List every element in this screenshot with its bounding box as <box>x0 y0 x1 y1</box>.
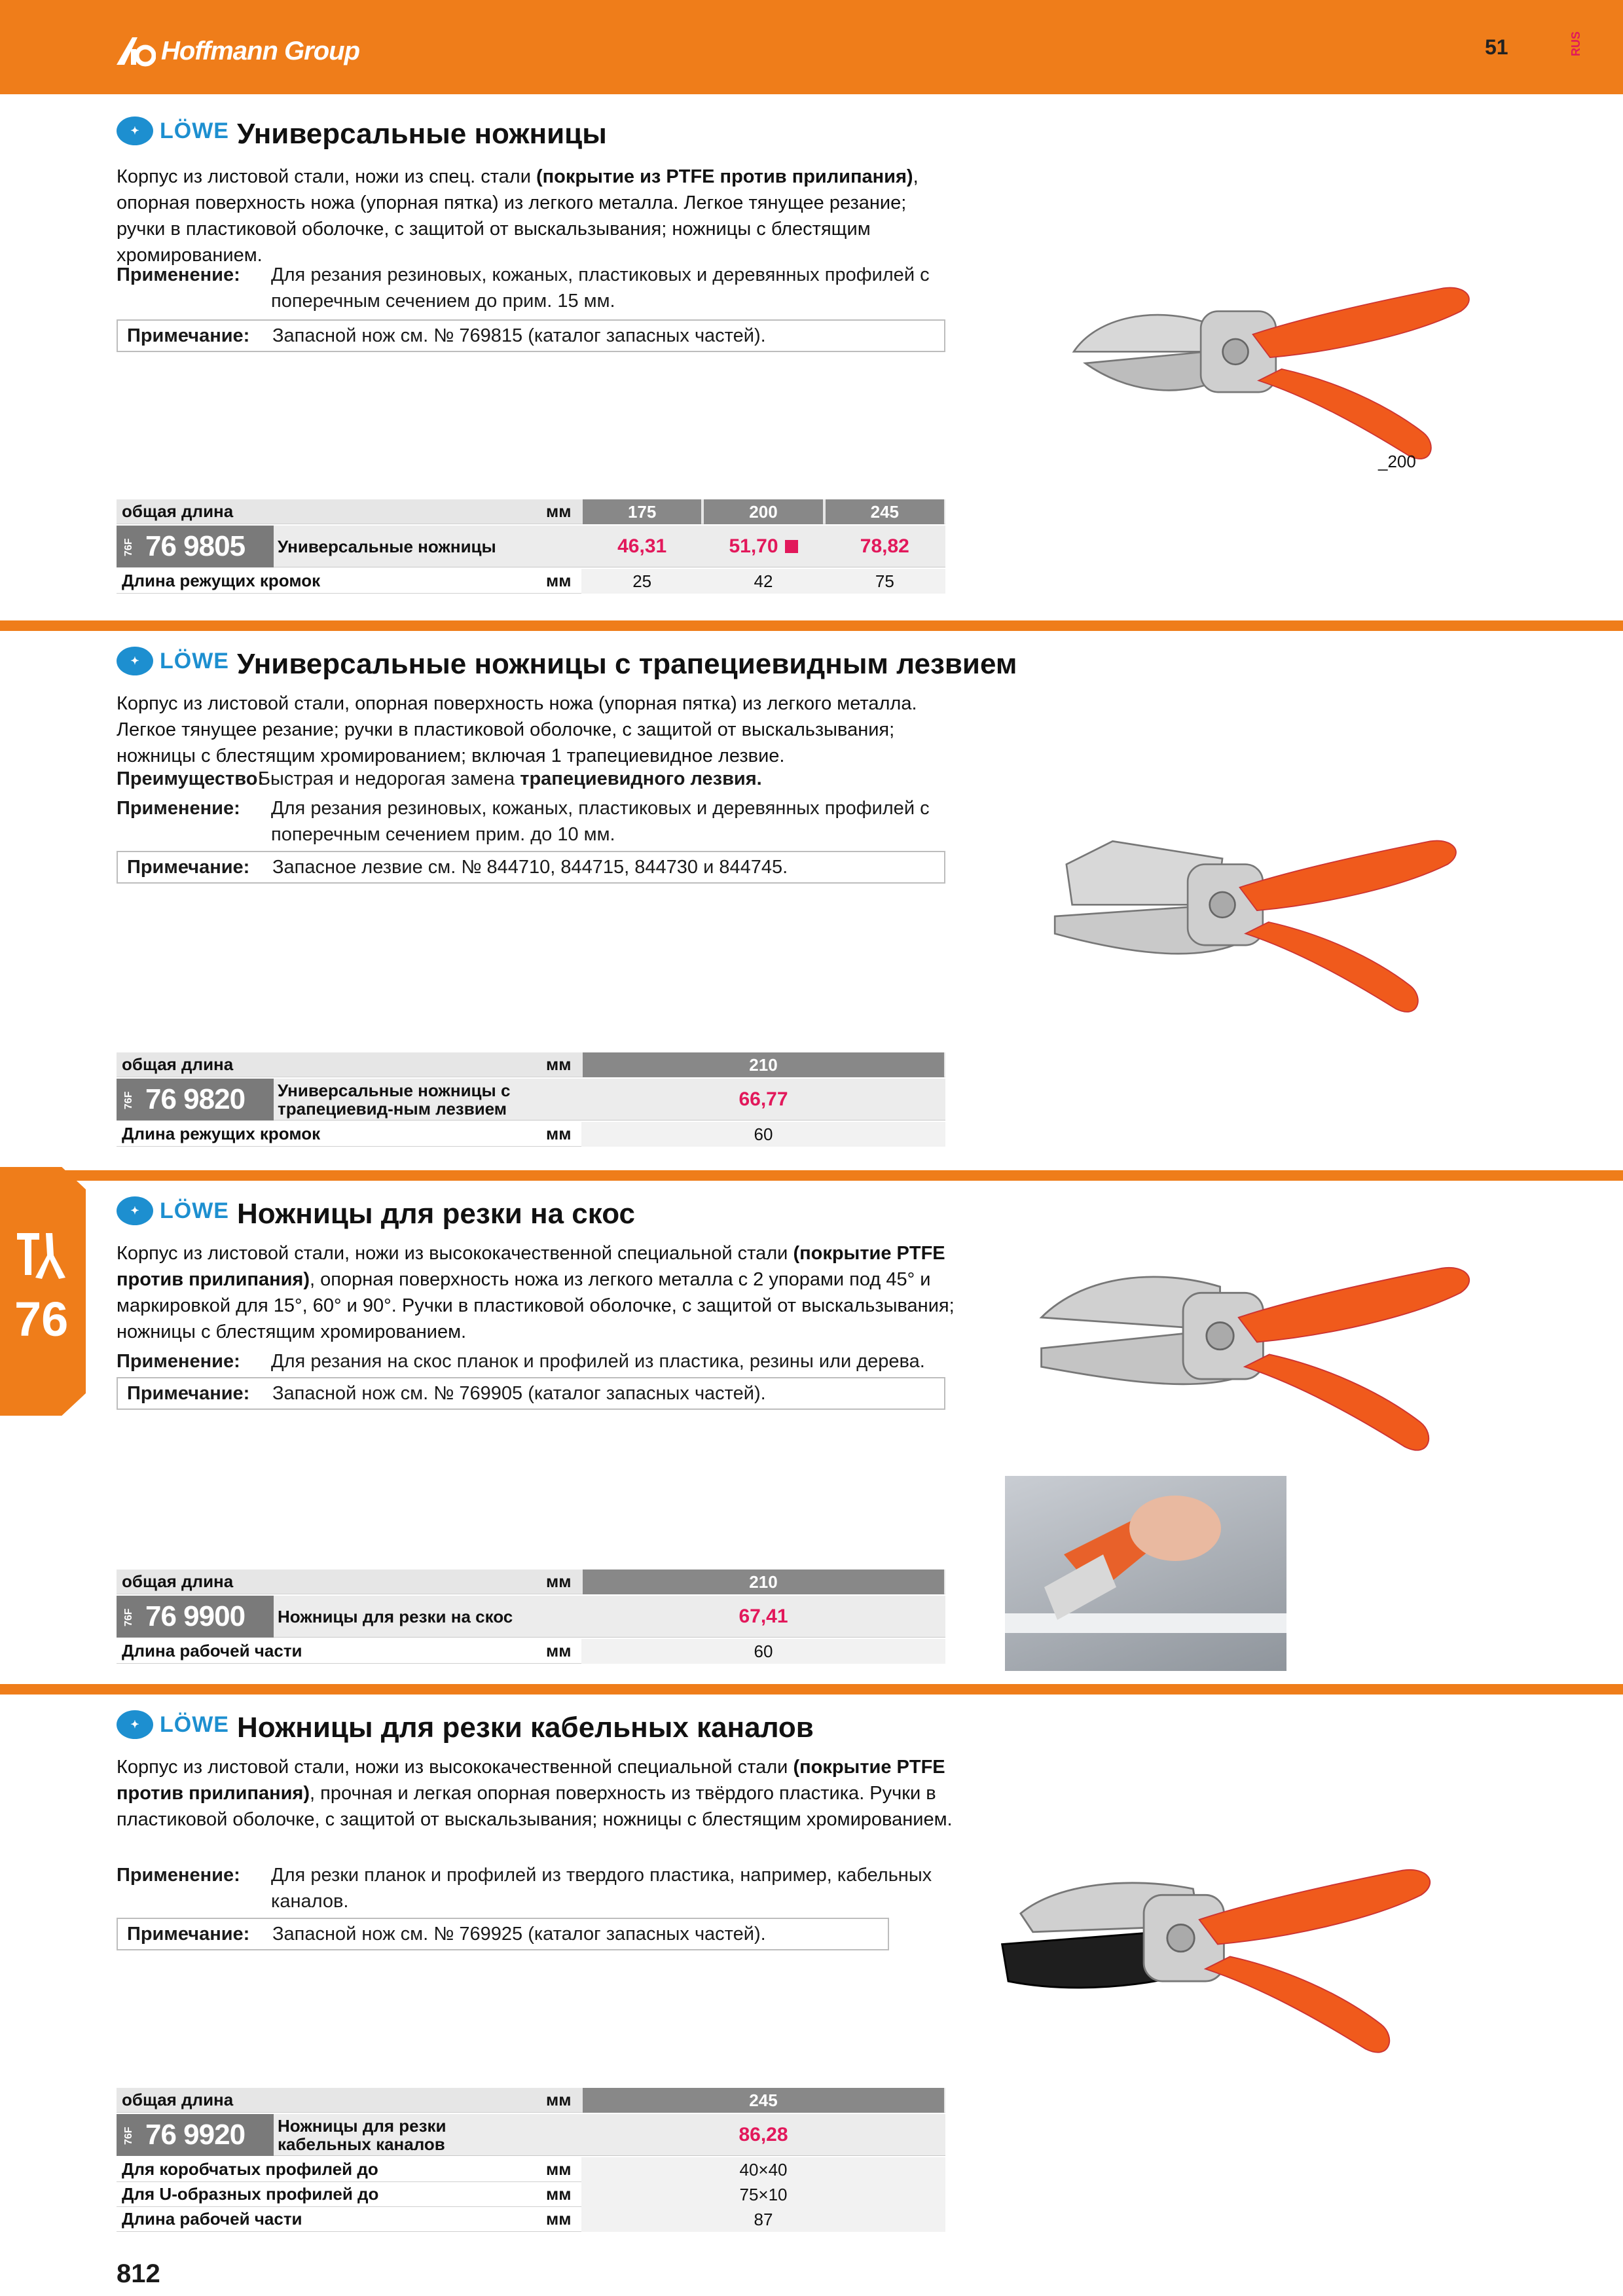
article-number-box <box>117 2114 274 2156</box>
spec-row <box>117 1639 945 1664</box>
spec-row-label: Для U-образных профилей до <box>122 2184 379 2204</box>
article-name: Ножницы для резки кабельных каналов <box>278 2116 447 2154</box>
application-label: Применение: <box>117 1351 240 1372</box>
spec-row-label: Длина режущих кромок <box>122 1124 321 1143</box>
article-number-box <box>117 1079 274 1121</box>
usage-photo[interactable] <box>1005 1476 1286 1671</box>
spec-row-unit: мм <box>546 2209 572 2229</box>
article-number: 76 9820 <box>145 1083 246 1115</box>
price-value: 46,31 <box>617 535 667 557</box>
article-number-box <box>117 1596 274 1638</box>
loewe-bird-icon: ✦ <box>117 647 153 675</box>
description-part: (покрытие из PTFE против прилипания) <box>536 166 913 187</box>
catalog-page-number: 51 <box>1485 35 1508 59</box>
spec-header-label: общая длина <box>122 1571 234 1591</box>
spec-value: 40×40 <box>581 2157 945 2182</box>
article-number-box <box>117 526 274 567</box>
note-text: Запасной нож см. № 769925 (каталог запасных частей). <box>272 1923 766 1945</box>
advantage-row <box>117 766 955 792</box>
article-prefix: 76F <box>123 2126 134 2145</box>
description-part: (покрытие PTFE против прилипания) <box>117 1757 945 1804</box>
section-title: Ножницы для резки на скос <box>237 1198 635 1230</box>
spec-row <box>117 2157 945 2182</box>
product-image[interactable] <box>917 1846 1519 2055</box>
size-cell: 175 <box>583 499 701 524</box>
price-value: 67,41 <box>739 1605 788 1627</box>
price-cell <box>581 2114 945 2156</box>
application-label: Применение: <box>117 264 240 285</box>
chapter-number: 76 <box>14 1292 69 1346</box>
loewe-logo[interactable] <box>117 647 229 675</box>
article-number: 76 9900 <box>145 1600 246 1632</box>
section-divider <box>0 1684 1623 1695</box>
description-part: , опорная поверхность ножа (упорная пятка) из легкого металла. Легкое тянущее резание; ручки в пластиковой оболочке, с защитой от выскальзывания; ножницы с блестящим хромированием. <box>117 166 919 266</box>
spec-value: 25 <box>581 569 702 594</box>
section-title: Универсальные ножницы <box>237 118 607 150</box>
spec-row <box>117 569 945 594</box>
note-text: Запасной нож см. № 769905 (каталог запасных частей). <box>272 1382 766 1404</box>
spec-row-unit: мм <box>546 2159 572 2179</box>
loewe-wordmark: LÖWE <box>160 1198 229 1223</box>
spec-row <box>117 1122 945 1147</box>
application-text: Для резания резиновых, кожаных, пластиковых и деревянных профилей с поперечным сечением прим. до 10 мм. <box>271 798 930 845</box>
description-part: , опорная поверхность ножа из легкого металла с 2 упорами под 45° и маркировкой для 15°, 60° и 90°. Ручки в пластиковой оболочке, с защитой от выскальзывания; ножницы с блестящим хромированием. <box>117 1269 955 1342</box>
image-caption: _200 <box>1378 452 1416 471</box>
spec-value: 60 <box>581 1639 945 1664</box>
product-image[interactable] <box>1002 1244 1512 1453</box>
application-row <box>117 1862 968 1914</box>
section-divider <box>0 620 1623 631</box>
language-tag: RUS <box>1569 31 1582 57</box>
section-title: Ножницы для резки кабельных каналов <box>237 1712 814 1744</box>
note-text: Запасной нож см. № 769815 (каталог запасных частей). <box>272 325 766 346</box>
loewe-wordmark: LÖWE <box>160 1712 229 1737</box>
application-label: Применение: <box>117 798 240 819</box>
application-label: Применение: <box>117 1865 240 1886</box>
section-title: Универсальные ножницы с трапециевидным лезвием <box>237 648 1017 680</box>
spec-header-unit: мм <box>546 1054 572 1074</box>
application-row <box>117 262 968 314</box>
brand-name: Hoffmann Group <box>161 36 360 65</box>
note-text: Запасное лезвие см. № 844710, 844715, 844730 и 844745. <box>272 856 788 878</box>
article-name: Ножницы для резки на скос <box>278 1607 513 1626</box>
section-description <box>117 1240 955 1345</box>
spec-header-label: общая длина <box>122 501 234 521</box>
price-value: 78,82 <box>860 535 909 557</box>
section-divider <box>0 1170 1623 1181</box>
size-cell: 200 <box>704 499 822 524</box>
spec-value: 87 <box>581 2207 945 2232</box>
note-box <box>117 319 945 352</box>
spec-row <box>117 2207 945 2232</box>
price-cell <box>824 526 945 567</box>
spec-row-label: Длина рабочей части <box>122 2209 302 2229</box>
loewe-bird-icon: ✦ <box>117 1196 153 1225</box>
spec-header-row <box>117 1570 945 1594</box>
price-cell <box>581 1079 945 1121</box>
loewe-wordmark: LÖWE <box>160 648 229 673</box>
size-cell: 210 <box>583 1052 944 1077</box>
description-part: , прочная и легкая опорная поверхность из твёрдого пластика. Ручки в пластиковой оболочке, с защитой от выскальзывания; ножницы с блестящим хромированием. <box>117 1783 953 1830</box>
application-text: Для резки планок и профилей из твердого пластика, например, кабельных каналов. <box>271 1865 932 1912</box>
article-prefix: 76F <box>123 538 134 556</box>
loewe-logo[interactable] <box>117 1196 229 1225</box>
spec-header-label: общая длина <box>122 2090 234 2109</box>
hoffmann-logo-icon <box>117 35 156 67</box>
spec-row-label: Длина режущих кромок <box>122 571 321 590</box>
description-part: Корпус из листовой стали, ножи из высококачественной специальной стали <box>117 1243 793 1264</box>
pliers-chapter-icon <box>16 1229 68 1282</box>
article-row[interactable] <box>117 2114 945 2156</box>
spec-header-row <box>117 2088 945 2113</box>
section-description <box>117 691 955 769</box>
product-image[interactable] <box>1002 818 1512 1014</box>
price-value: 86,28 <box>739 2124 788 2145</box>
spec-header-unit: мм <box>546 2090 572 2109</box>
article-number: 76 9920 <box>145 2119 246 2151</box>
loewe-bird-icon: ✦ <box>117 117 153 145</box>
spec-row-unit: мм <box>546 1641 572 1660</box>
spec-header-label: общая длина <box>122 1054 234 1074</box>
spec-header-unit: мм <box>546 1571 572 1591</box>
spec-row-label: Длина рабочей части <box>122 1641 302 1660</box>
application-text: Для резания резиновых, кожаных, пластиковых и деревянных профилей с поперечным сечением до прим. 15 мм. <box>271 264 930 312</box>
note-box <box>117 851 945 884</box>
article-number: 76 9805 <box>145 530 246 562</box>
article-row[interactable] <box>117 1079 945 1121</box>
article-prefix: 76F <box>123 1608 134 1626</box>
product-image[interactable] <box>1028 265 1512 461</box>
section-description <box>117 1754 955 1833</box>
note-box <box>117 1918 889 1950</box>
spec-value: 75×10 <box>581 2182 945 2207</box>
page-number: 812 <box>117 2259 160 2288</box>
description-part: Корпус из листовой стали, опорная поверхность ножа (упорная пятка) из легкого металла. Легкое тянущее резание; ручки в пластиковой оболочке, с защитой от выскальзывания; ножницы с блестящим хромированием; включая 1 трапециевидное лезвие. <box>117 693 917 766</box>
loewe-logo[interactable] <box>117 117 229 145</box>
spec-header-row <box>117 1052 945 1077</box>
note-box <box>117 1377 945 1410</box>
description-part: (покрытие PTFE против прилипания) <box>117 1243 945 1290</box>
loewe-bird-icon: ✦ <box>117 1710 153 1739</box>
application-text: Для резания на скос планок и профилей из пластика, резины или дерева. <box>271 1351 925 1372</box>
price-cell <box>581 1596 945 1638</box>
size-cell: 245 <box>826 499 944 524</box>
spec-value: 60 <box>581 1122 945 1147</box>
hoffmann-logo[interactable] <box>117 31 359 71</box>
article-row[interactable] <box>117 1596 945 1638</box>
price-value: 51,70 <box>729 535 778 557</box>
spec-row-label: Для коробчатых профилей до <box>122 2159 378 2179</box>
section-description <box>117 164 955 268</box>
advantage-text <box>258 766 952 792</box>
spec-row <box>117 2182 945 2207</box>
spec-value: 75 <box>824 569 945 594</box>
spec-header-row <box>117 499 945 524</box>
article-name: Универсальные ножницы <box>278 537 496 556</box>
article-name: Универсальные ножницы с трапециевид-ным лезвием <box>278 1081 511 1119</box>
price-cell <box>702 526 824 567</box>
note-label: Примечание: <box>127 1382 250 1404</box>
advantage-label: Преимущество: <box>117 768 264 789</box>
spec-row-unit: мм <box>546 2184 572 2204</box>
size-cell: 245 <box>583 2088 944 2113</box>
description-part: Корпус из листовой стали, ножи из высококачественной специальной стали <box>117 1757 793 1778</box>
note-label: Примечание: <box>127 856 250 878</box>
application-row <box>117 795 968 848</box>
note-label: Примечание: <box>127 325 250 346</box>
description-part: Корпус из листовой стали, ножи из спец. стали <box>117 166 536 187</box>
price-value: 66,77 <box>739 1088 788 1110</box>
loewe-wordmark: LÖWE <box>160 118 229 143</box>
article-row[interactable] <box>117 526 945 567</box>
spec-value: 42 <box>702 569 824 594</box>
article-prefix: 76F <box>123 1091 134 1109</box>
price-marker <box>785 540 798 553</box>
advantage-part: Быстрая и недорогая замена <box>258 768 520 789</box>
loewe-logo[interactable] <box>117 1710 229 1739</box>
size-cell: 210 <box>583 1570 944 1594</box>
price-cell <box>581 526 702 567</box>
advantage-part: трапециевидного лезвия. <box>520 768 762 789</box>
note-label: Примечание: <box>127 1923 250 1945</box>
spec-row-unit: мм <box>546 571 572 590</box>
spec-row-unit: мм <box>546 1124 572 1143</box>
spec-header-unit: мм <box>546 501 572 521</box>
